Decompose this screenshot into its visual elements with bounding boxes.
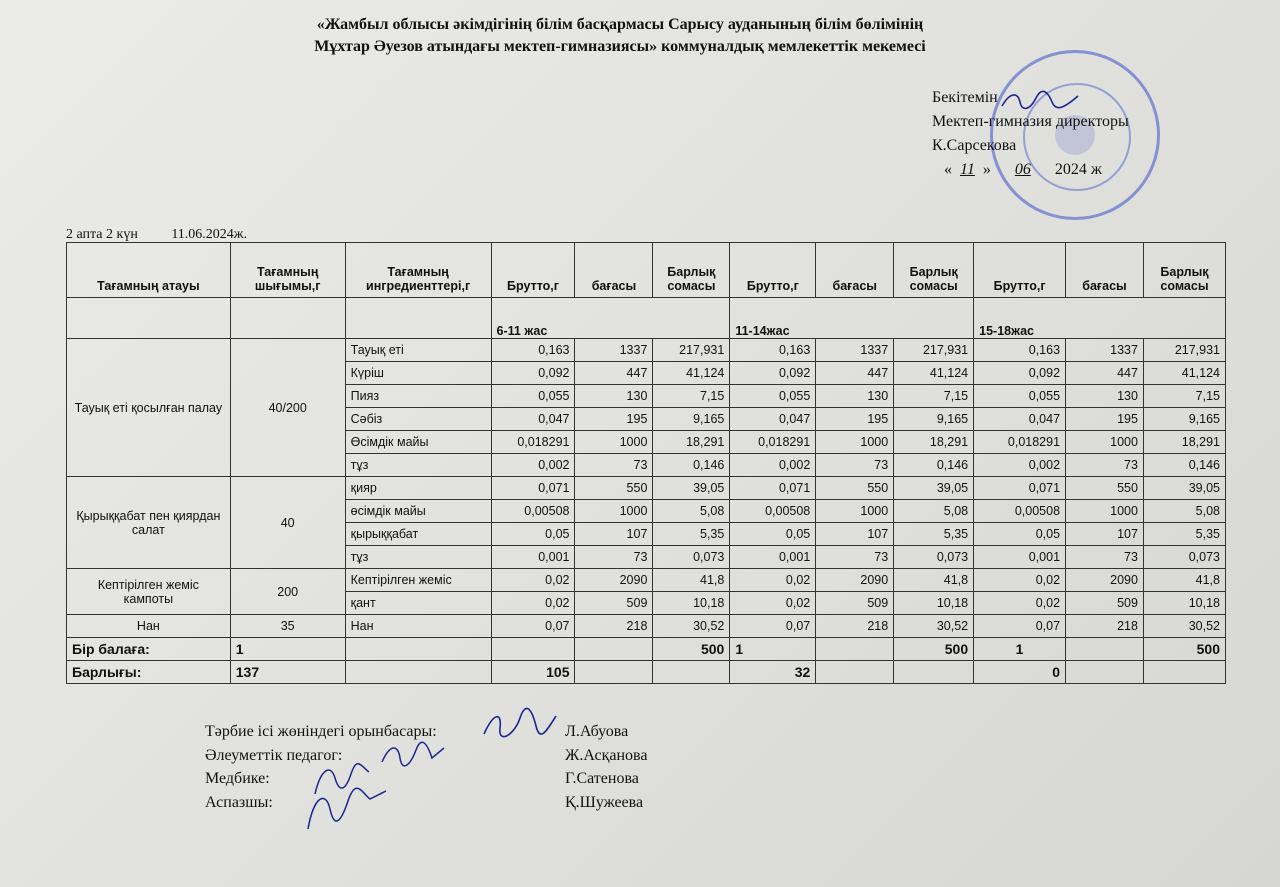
staff-name: Г.Сатенова — [565, 770, 639, 787]
ingredient-value: 39,05 — [1143, 477, 1225, 500]
ingredient-value: 73 — [1066, 454, 1144, 477]
ingredient-value: 107 — [575, 523, 653, 546]
ingredient-value: 41,124 — [653, 362, 730, 385]
ingredient-value: 41,8 — [1143, 569, 1225, 592]
staff-name: Ж.Асқанова — [565, 746, 648, 764]
dish-yield: 200 — [230, 569, 345, 615]
ingredient-value: 41,124 — [1143, 362, 1225, 385]
per-child-row — [67, 638, 1226, 661]
ingredient-value: 1000 — [1066, 431, 1144, 454]
ingredient-value: 41,124 — [894, 362, 974, 385]
dish-yield: 40/200 — [230, 339, 345, 477]
dish-name: Тауық еті қосылған палау — [67, 339, 231, 477]
col-header: Тағамның атауы — [67, 243, 231, 298]
ingredient-name: Кептірілген жеміс — [345, 569, 491, 592]
ingredient-value: 130 — [1066, 385, 1144, 408]
ingredient-value: 5,08 — [653, 500, 730, 523]
ingredient-name: қияр — [345, 477, 491, 500]
ingredient-value: 5,35 — [1143, 523, 1225, 546]
ingredient-value: 107 — [816, 523, 894, 546]
ingredient-row — [67, 477, 1226, 500]
ingredient-value: 0,163 — [491, 339, 575, 362]
ingredient-value: 0,073 — [653, 546, 730, 569]
ingredient-value: 0,018291 — [730, 431, 816, 454]
week-day: 2 апта 2 күн — [66, 227, 138, 242]
ingredient-value: 0,00508 — [730, 500, 816, 523]
ingredient-value: 130 — [816, 385, 894, 408]
menu-day-info — [66, 227, 247, 243]
ingredient-name: Пияз — [345, 385, 491, 408]
per-child-label: Бір балаға: — [67, 638, 231, 661]
ingredient-value: 218 — [1066, 615, 1144, 638]
total-value-1: 105 — [491, 661, 575, 684]
ingredient-value: 73 — [575, 546, 653, 569]
ingredient-value: 18,291 — [894, 431, 974, 454]
approval-block — [932, 86, 1129, 182]
ingredient-value: 0,001 — [974, 546, 1066, 569]
total-value-3: 0 — [974, 661, 1066, 684]
ingredient-value: 107 — [1066, 523, 1144, 546]
ingredient-name: қырыққабат — [345, 523, 491, 546]
ingredient-name: тұз — [345, 546, 491, 569]
ingredient-value: 0,071 — [491, 477, 575, 500]
per-child-sum-2: 500 — [894, 638, 974, 661]
ingredient-value: 0,02 — [974, 592, 1066, 615]
ingredient-value: 1000 — [575, 500, 653, 523]
ingredient-value: 509 — [816, 592, 894, 615]
date-close-quote: » — [982, 161, 991, 178]
ingredient-value: 0,05 — [730, 523, 816, 546]
ingredient-value: 5,08 — [894, 500, 974, 523]
staff-role: Аспазшы: — [205, 793, 273, 811]
total-row — [67, 661, 1226, 684]
staff-row — [205, 791, 805, 815]
ingredient-name: Нан — [345, 615, 491, 638]
ingredient-value: 0,05 — [491, 523, 575, 546]
header-line-1: «Жамбыл облысы әкімдігінің білім басқармасы Сарысу ауданының білім бөлімінің — [316, 16, 924, 33]
ingredient-value: 0,055 — [730, 385, 816, 408]
ingredient-value: 0,05 — [974, 523, 1066, 546]
ingredient-value: 7,15 — [894, 385, 974, 408]
ingredient-value: 73 — [816, 546, 894, 569]
age-group-label: 6-11 жас — [491, 298, 730, 339]
total-count: 137 — [230, 661, 345, 684]
approval-date — [944, 158, 1129, 182]
col-header: бағасы — [816, 243, 894, 298]
ingredient-name: өсімдік майы — [345, 500, 491, 523]
ingredient-name: Өсімдік майы — [345, 431, 491, 454]
ingredient-value: 0,00508 — [491, 500, 575, 523]
col-header: Брутто,г — [974, 243, 1066, 298]
ingredient-value: 0,047 — [974, 408, 1066, 431]
ingredient-value: 30,52 — [894, 615, 974, 638]
age-group-label: 11-14жас — [730, 298, 974, 339]
ingredient-value: 10,18 — [653, 592, 730, 615]
ingredient-value: 18,291 — [653, 431, 730, 454]
per-child-count-2: 1 — [730, 638, 816, 661]
ingredient-value: 447 — [1066, 362, 1144, 385]
ingredient-value: 2090 — [816, 569, 894, 592]
ingredient-value: 217,931 — [1143, 339, 1225, 362]
ingredient-value: 7,15 — [1143, 385, 1225, 408]
menu-date: 11.06.2024ж. — [171, 227, 247, 242]
ingredient-value: 0,071 — [974, 477, 1066, 500]
col-header: Барлық сомасы — [653, 243, 730, 298]
ingredient-value: 0,07 — [974, 615, 1066, 638]
ingredient-value: 7,15 — [653, 385, 730, 408]
ingredient-value: 0,146 — [1143, 454, 1225, 477]
ingredient-value: 73 — [575, 454, 653, 477]
dish-name: Кептірілген жеміс кампоты — [67, 569, 231, 615]
staff-role: Медбике: — [205, 770, 270, 787]
ingredient-value: 5,35 — [894, 523, 974, 546]
ingredient-value: 41,8 — [653, 569, 730, 592]
ingredient-value: 9,165 — [1143, 408, 1225, 431]
pedagogue-signature — [378, 740, 448, 770]
ingredient-value: 2090 — [1066, 569, 1144, 592]
approval-title: Бекітемін — [932, 89, 998, 106]
ingredient-value: 41,8 — [894, 569, 974, 592]
ingredient-value: 73 — [816, 454, 894, 477]
ingredient-value: 0,02 — [491, 592, 575, 615]
ingredient-value: 0,002 — [974, 454, 1066, 477]
ingredient-value: 0,001 — [730, 546, 816, 569]
age-group-row — [67, 298, 1226, 339]
staff-row — [205, 767, 805, 791]
ingredient-value: 0,073 — [894, 546, 974, 569]
ingredient-value: 1000 — [816, 431, 894, 454]
staff-name: Қ.Шужеева — [565, 793, 644, 811]
ingredient-value: 130 — [575, 385, 653, 408]
ingredient-row — [67, 615, 1226, 638]
per-child-count-3: 1 — [974, 638, 1066, 661]
ingredient-value: 217,931 — [894, 339, 974, 362]
ingredient-value: 0,001 — [491, 546, 575, 569]
ingredient-value: 218 — [816, 615, 894, 638]
ingredient-value: 0,07 — [730, 615, 816, 638]
menu-table — [66, 242, 1226, 684]
col-header: Барлық сомасы — [1143, 243, 1225, 298]
ingredient-value: 0,047 — [730, 408, 816, 431]
col-header: бағасы — [575, 243, 653, 298]
ingredient-value: 195 — [1066, 408, 1144, 431]
ingredient-value: 0,071 — [730, 477, 816, 500]
ingredient-value: 0,002 — [730, 454, 816, 477]
ingredient-value: 447 — [816, 362, 894, 385]
ingredient-value: 0,163 — [730, 339, 816, 362]
ingredient-value: 550 — [575, 477, 653, 500]
ingredient-value: 30,52 — [1143, 615, 1225, 638]
approval-day: 11 — [960, 161, 975, 178]
ingredient-value: 0,055 — [974, 385, 1066, 408]
col-header: Тағамның шығымы,г — [230, 243, 345, 298]
ingredient-value: 9,165 — [894, 408, 974, 431]
ingredient-value: 39,05 — [653, 477, 730, 500]
ingredient-value: 0,02 — [730, 592, 816, 615]
ingredient-value: 0,07 — [491, 615, 575, 638]
col-header: Брутто,г — [491, 243, 575, 298]
staff-name: Л.Абуова — [565, 723, 629, 740]
ingredient-name: қант — [345, 592, 491, 615]
ingredient-value: 9,165 — [653, 408, 730, 431]
ingredient-value: 0,146 — [653, 454, 730, 477]
ingredient-value: 1000 — [1066, 500, 1144, 523]
ingredient-value: 1000 — [816, 500, 894, 523]
ingredient-value: 5,08 — [1143, 500, 1225, 523]
col-header: Тағамның ингредиенттері,г — [345, 243, 491, 298]
approval-month: 06 — [1014, 161, 1031, 178]
ingredient-value: 1337 — [816, 339, 894, 362]
ingredient-name: Күріш — [345, 362, 491, 385]
per-child-sum-1: 500 — [653, 638, 730, 661]
ingredient-value: 509 — [1066, 592, 1144, 615]
staff-role: Тәрбие ісі жөніндегі орынбасары: — [205, 723, 437, 740]
dish-yield: 40 — [230, 477, 345, 569]
ingredient-value: 0,163 — [974, 339, 1066, 362]
total-label: Барлығы: — [67, 661, 231, 684]
ingredient-value: 5,35 — [653, 523, 730, 546]
col-header: Барлық сомасы — [894, 243, 974, 298]
total-value-2: 32 — [730, 661, 816, 684]
ingredient-value: 0,02 — [491, 569, 575, 592]
ingredient-name: Сәбіз — [345, 408, 491, 431]
ingredient-value: 509 — [575, 592, 653, 615]
ingredient-value: 1000 — [575, 431, 653, 454]
approval-director-name: К.Сарсекова — [932, 137, 1017, 154]
ingredient-value: 447 — [575, 362, 653, 385]
staff-role: Әлеуметтік педагог: — [205, 746, 343, 764]
ingredient-value: 10,18 — [894, 592, 974, 615]
dish-name: Нан — [67, 615, 231, 638]
col-header: Брутто,г — [730, 243, 816, 298]
ingredient-value: 30,52 — [653, 615, 730, 638]
ingredient-value: 0,002 — [491, 454, 575, 477]
ingredient-value: 0,018291 — [491, 431, 575, 454]
ingredient-name: тұз — [345, 454, 491, 477]
ingredient-value: 0,055 — [491, 385, 575, 408]
ingredient-row — [67, 339, 1226, 362]
dish-yield: 35 — [230, 615, 345, 638]
ingredient-value: 0,073 — [1143, 546, 1225, 569]
ingredient-value: 0,018291 — [974, 431, 1066, 454]
dish-name: Қырыққабат пен қиярдан салат — [67, 477, 231, 569]
ingredient-value: 10,18 — [1143, 592, 1225, 615]
ingredient-value: 0,02 — [730, 569, 816, 592]
ingredient-value: 2090 — [575, 569, 653, 592]
ingredient-value: 0,02 — [974, 569, 1066, 592]
cook-signature — [300, 785, 390, 835]
deputy-signature — [480, 706, 560, 742]
ingredient-value: 218 — [575, 615, 653, 638]
table-header-row — [67, 243, 1226, 298]
ingredient-value: 550 — [1066, 477, 1144, 500]
ingredient-value: 195 — [575, 408, 653, 431]
ingredient-value: 550 — [816, 477, 894, 500]
age-group-label: 15-18жас — [974, 298, 1226, 339]
per-child-sum-3: 500 — [1143, 638, 1225, 661]
staff-row — [205, 744, 805, 768]
col-header: бағасы — [1066, 243, 1144, 298]
per-child-count: 1 — [230, 638, 345, 661]
ingredient-value: 0,092 — [730, 362, 816, 385]
approval-year: 2024 ж — [1054, 161, 1102, 178]
ingredient-value: 0,092 — [974, 362, 1066, 385]
header-line-2: Мұхтар Әуезов атындағы мектеп-гимназиясы» коммуналдық мемлекеттік мекемесі — [314, 38, 926, 55]
ingredient-value: 39,05 — [894, 477, 974, 500]
ingredient-value: 73 — [1066, 546, 1144, 569]
ingredient-value: 1337 — [575, 339, 653, 362]
ingredient-value: 195 — [816, 408, 894, 431]
ingredient-row — [67, 569, 1226, 592]
ingredient-value: 0,047 — [491, 408, 575, 431]
ingredient-value: 0,146 — [894, 454, 974, 477]
ingredient-value: 217,931 — [653, 339, 730, 362]
approval-position: Мектеп-гимназия директоры — [932, 113, 1129, 130]
ingredient-name: Тауық еті — [345, 339, 491, 362]
ingredient-value: 18,291 — [1143, 431, 1225, 454]
ingredient-value: 0,092 — [491, 362, 575, 385]
ingredient-value: 1337 — [1066, 339, 1144, 362]
date-open-quote: « — [944, 161, 952, 178]
ingredient-value: 0,00508 — [974, 500, 1066, 523]
